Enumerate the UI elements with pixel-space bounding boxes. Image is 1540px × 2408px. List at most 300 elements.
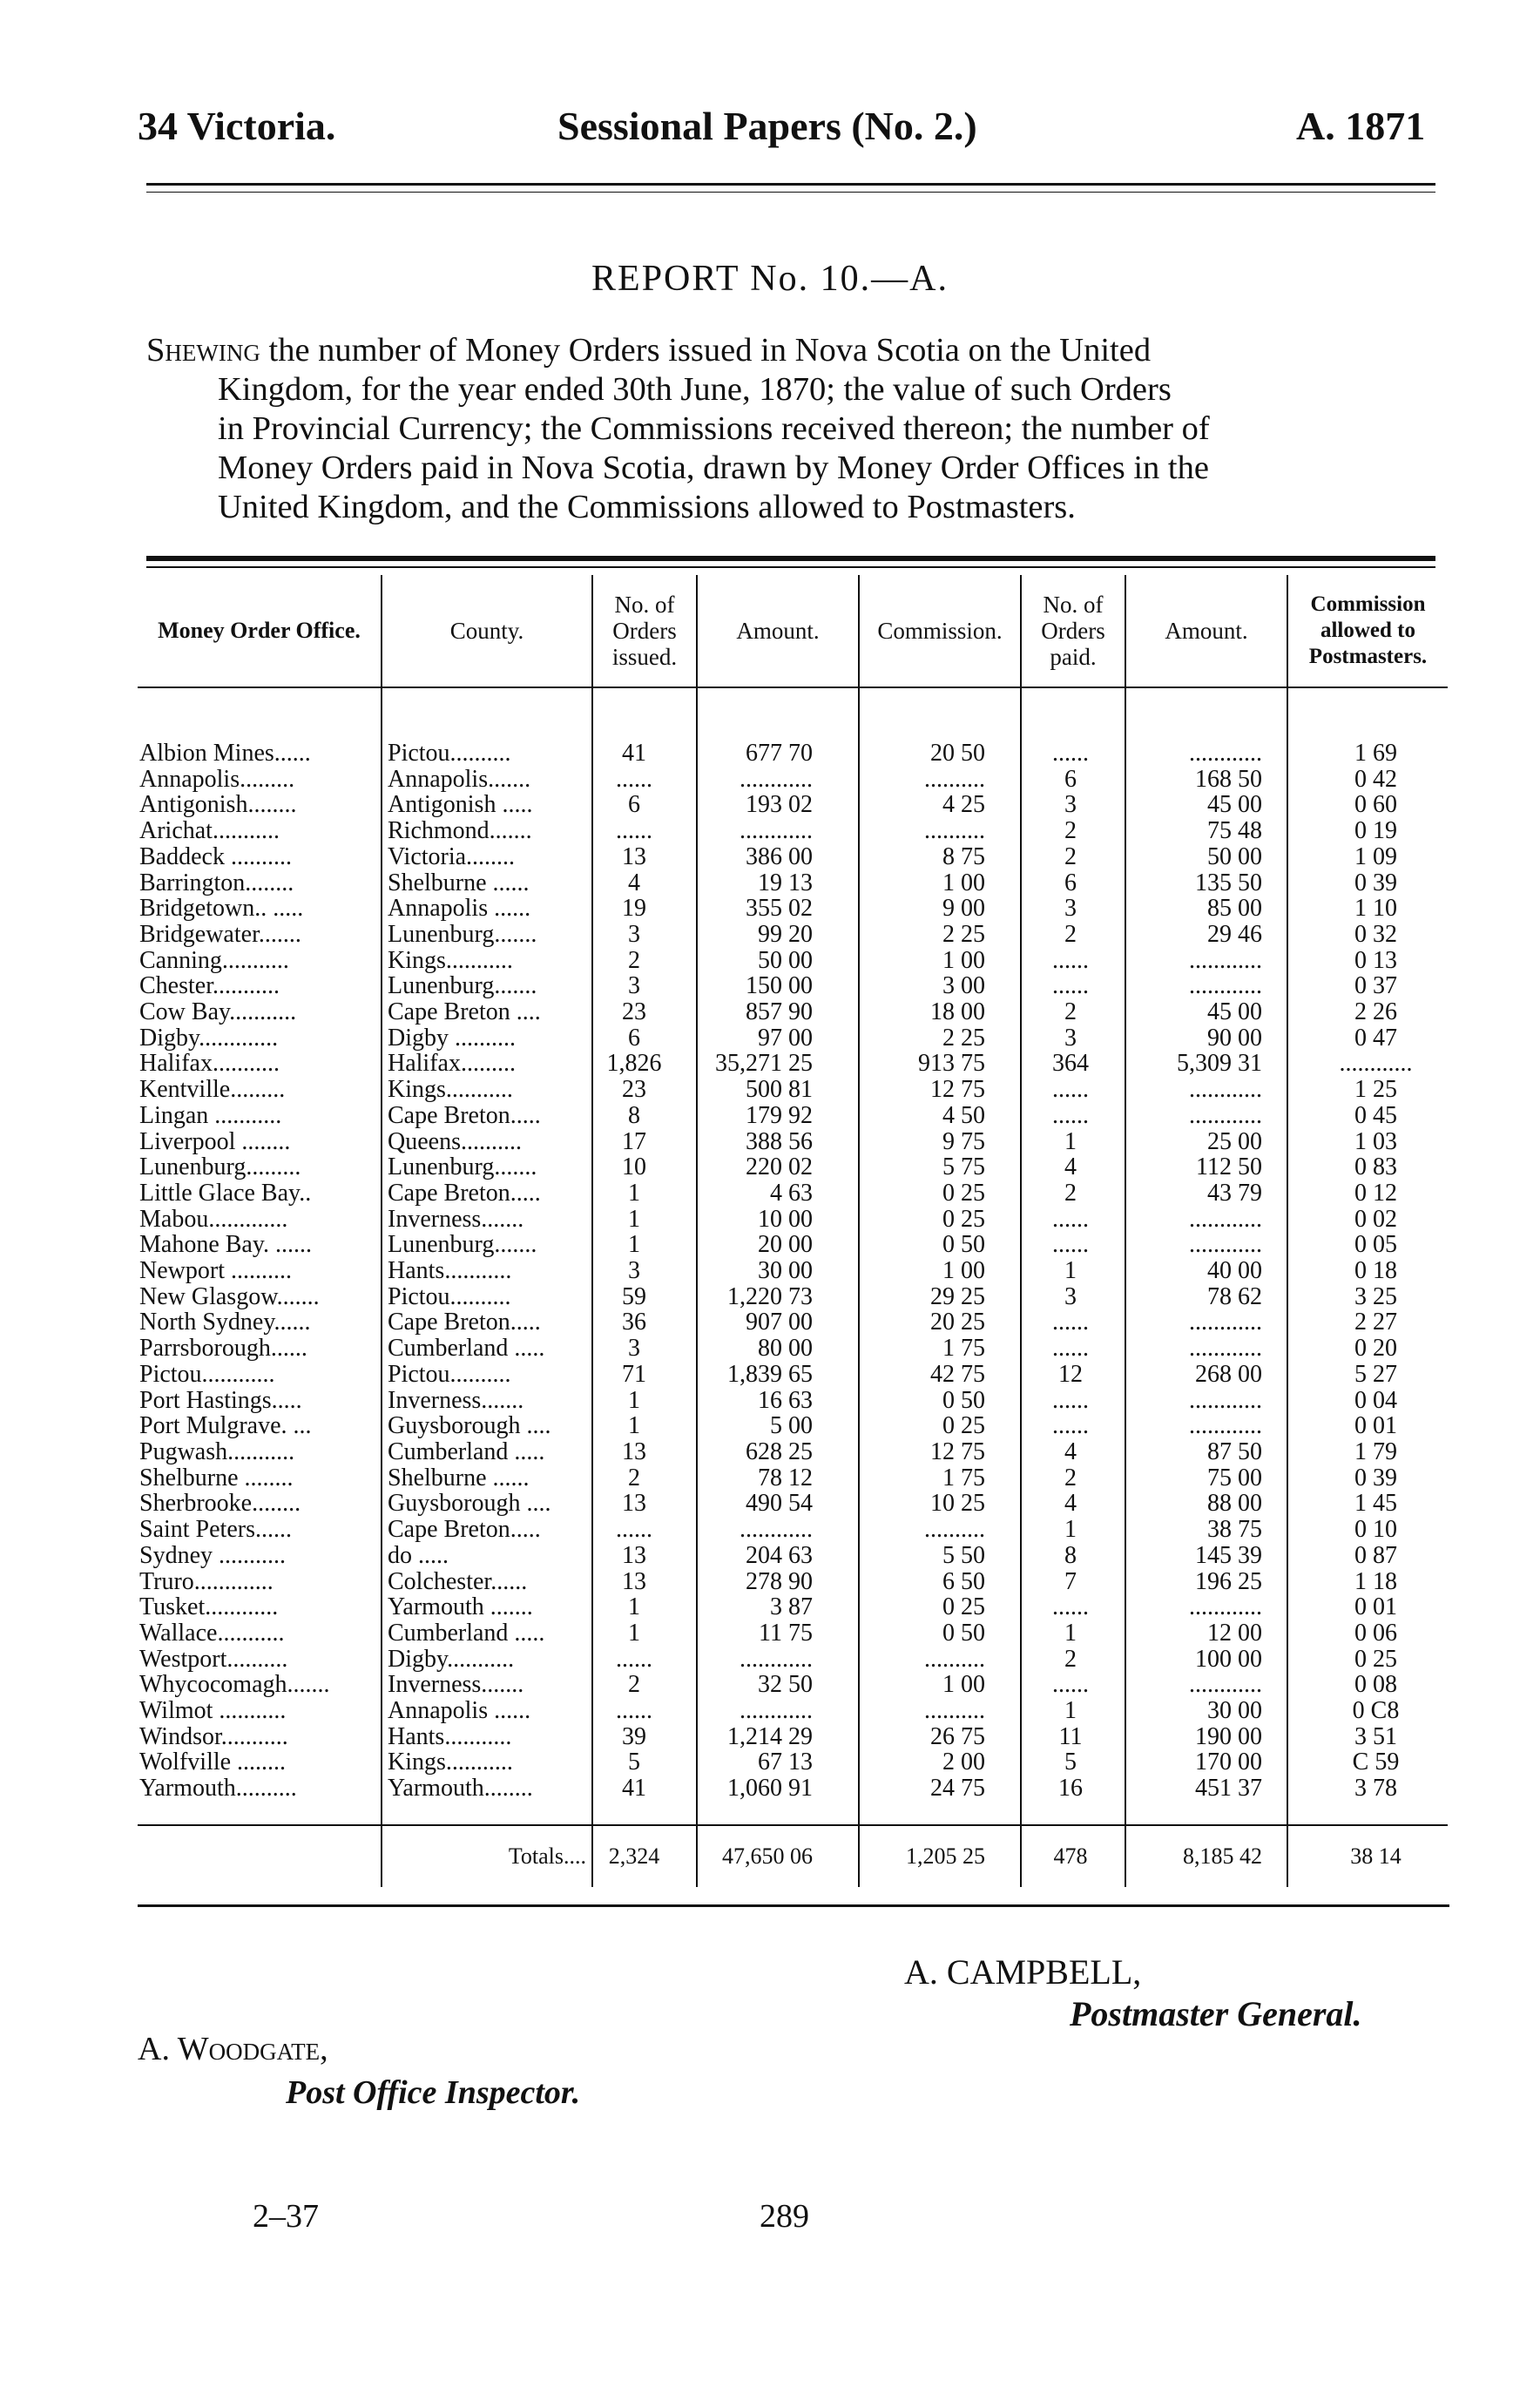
orders-paid-cell: 5 bbox=[1021, 1749, 1125, 1776]
amount-issued-cell: 490 54 bbox=[697, 1491, 859, 1517]
header-year: A. 1871 bbox=[1296, 104, 1426, 148]
orders-paid-cell: ...... bbox=[1021, 687, 1125, 767]
commission-allowed-cell: 1 25 bbox=[1287, 1077, 1448, 1103]
table-row bbox=[138, 1465, 1448, 1491]
table-row bbox=[138, 1284, 1448, 1310]
commission-allowed-cell: 0 60 bbox=[1287, 792, 1448, 818]
amount-issued-cell: 500 81 bbox=[697, 1077, 859, 1103]
totals-label: Totals.... bbox=[382, 1825, 592, 1887]
commission-allowed-cell: 1 79 bbox=[1287, 1439, 1448, 1465]
table-row bbox=[138, 687, 1448, 767]
amount-issued-cell: 11 75 bbox=[697, 1620, 859, 1647]
amount-paid-cell: ............ bbox=[1125, 1388, 1287, 1414]
county-cell: Lunenburg....... bbox=[382, 1232, 592, 1258]
amount-paid-cell: 112 50 bbox=[1125, 1154, 1287, 1180]
orders-paid-cell: ...... bbox=[1021, 1336, 1125, 1362]
office-cell: Albion Mines...... bbox=[139, 740, 311, 767]
table-row bbox=[138, 1569, 1448, 1595]
totals-commission-allowed: 38 14 bbox=[1287, 1825, 1448, 1887]
orders-paid-cell: 1 bbox=[1021, 1258, 1125, 1284]
amount-paid-cell: ............ bbox=[1125, 1594, 1287, 1620]
office-cell: Barrington........ bbox=[139, 869, 294, 896]
county-cell: Hants........... bbox=[382, 1724, 592, 1750]
orders-issued-cell: 6 bbox=[592, 1025, 697, 1052]
table-row bbox=[138, 1776, 1448, 1802]
amount-issued-cell: 78 12 bbox=[697, 1465, 859, 1491]
orders-paid-cell: 3 bbox=[1021, 1025, 1125, 1052]
orders-issued-cell: ...... bbox=[592, 767, 697, 793]
table-row bbox=[138, 948, 1448, 974]
amount-paid-cell: ............ bbox=[1125, 687, 1287, 767]
commission-cell: 1 75 bbox=[859, 1336, 1021, 1362]
orders-issued-cell: 4 bbox=[592, 870, 697, 896]
commission-allowed-cell: 0 02 bbox=[1287, 1207, 1448, 1233]
table-row bbox=[138, 1025, 1448, 1052]
commission-allowed-cell: ............ bbox=[1287, 1051, 1448, 1077]
office-cell: Port Mulgrave. ... bbox=[139, 1413, 312, 1439]
orders-paid-cell: ...... bbox=[1021, 1672, 1125, 1698]
orders-issued-cell: 41 bbox=[592, 1776, 697, 1802]
amount-issued-cell: 80 00 bbox=[697, 1336, 859, 1362]
orders-issued-cell: ...... bbox=[592, 1647, 697, 1673]
table-row bbox=[138, 1103, 1448, 1129]
commission-cell: .......... bbox=[859, 818, 1021, 844]
table-row bbox=[138, 1207, 1448, 1233]
table-row bbox=[138, 1647, 1448, 1673]
commission-cell: 5 50 bbox=[859, 1543, 1021, 1569]
county-cell: Annapolis ...... bbox=[382, 896, 592, 922]
amount-issued-cell: 677 70 bbox=[697, 687, 859, 767]
table-row bbox=[138, 870, 1448, 896]
office-cell: Wolfville ........ bbox=[139, 1749, 287, 1776]
commission-allowed-cell: 0 01 bbox=[1287, 1413, 1448, 1439]
amount-issued-cell: 5 00 bbox=[697, 1413, 859, 1439]
office-cell: New Glasgow....... bbox=[139, 1283, 320, 1310]
amount-paid-cell: 145 39 bbox=[1125, 1543, 1287, 1569]
orders-paid-cell: 6 bbox=[1021, 870, 1125, 896]
totals-row bbox=[138, 1825, 1448, 1887]
office-cell: Canning........... bbox=[139, 947, 289, 974]
commission-cell: 2 25 bbox=[859, 1025, 1021, 1052]
commission-cell: .......... bbox=[859, 1517, 1021, 1543]
amount-paid-cell: 75 00 bbox=[1125, 1465, 1287, 1491]
commission-cell: 913 75 bbox=[859, 1051, 1021, 1077]
orders-paid-cell: 2 bbox=[1021, 818, 1125, 844]
commission-allowed-cell: 3 51 bbox=[1287, 1724, 1448, 1750]
amount-paid-cell: 78 62 bbox=[1125, 1284, 1287, 1310]
amount-paid-cell: 170 00 bbox=[1125, 1749, 1287, 1776]
orders-paid-cell: ...... bbox=[1021, 1207, 1125, 1233]
orders-paid-cell: 2 bbox=[1021, 1465, 1125, 1491]
county-cell: do ..... bbox=[382, 1543, 592, 1569]
amount-issued-cell: 220 02 bbox=[697, 1154, 859, 1180]
commission-allowed-cell: 0 06 bbox=[1287, 1620, 1448, 1647]
commission-cell: 0 25 bbox=[859, 1413, 1021, 1439]
col-header-commission: Commission. bbox=[859, 575, 1021, 687]
totals-office-cell bbox=[138, 1825, 382, 1887]
commission-cell: 1 00 bbox=[859, 948, 1021, 974]
orders-paid-cell: 3 bbox=[1021, 1284, 1125, 1310]
office-cell: Parrsborough...... bbox=[139, 1336, 307, 1362]
commission-allowed-cell: 2 26 bbox=[1287, 999, 1448, 1025]
orders-issued-cell: 13 bbox=[592, 1439, 697, 1465]
orders-issued-cell: 1 bbox=[592, 1232, 697, 1258]
table-row bbox=[138, 792, 1448, 818]
county-cell: Lunenburg....... bbox=[382, 973, 592, 999]
amount-paid-cell: 29 46 bbox=[1125, 922, 1287, 948]
table-row bbox=[138, 896, 1448, 922]
table-row bbox=[138, 1724, 1448, 1750]
office-cell: Annapolis......... bbox=[139, 766, 295, 793]
commission-cell: .......... bbox=[859, 767, 1021, 793]
commission-cell: 5 75 bbox=[859, 1154, 1021, 1180]
table-row bbox=[138, 1517, 1448, 1543]
county-cell: Lunenburg....... bbox=[382, 922, 592, 948]
footer-sheet-number: 2–37 bbox=[253, 2198, 319, 2235]
table-row bbox=[138, 973, 1448, 999]
amount-issued-cell: 16 63 bbox=[697, 1388, 859, 1414]
orders-paid-cell: 16 bbox=[1021, 1776, 1125, 1802]
commission-allowed-cell: 0 47 bbox=[1287, 1025, 1448, 1052]
amount-paid-cell: 45 00 bbox=[1125, 999, 1287, 1025]
orders-issued-cell: 71 bbox=[592, 1362, 697, 1388]
inspector-name: A. Woodgate, bbox=[138, 2031, 328, 2067]
amount-issued-cell: 388 56 bbox=[697, 1129, 859, 1155]
amount-paid-cell: ............ bbox=[1125, 1413, 1287, 1439]
commission-cell: 20 25 bbox=[859, 1309, 1021, 1336]
orders-paid-cell: 364 bbox=[1021, 1051, 1125, 1077]
county-cell: Cape Breton..... bbox=[382, 1180, 592, 1207]
county-cell: Lunenburg....... bbox=[382, 1154, 592, 1180]
totals-orders-issued: 2,324 bbox=[592, 1825, 697, 1887]
amount-paid-cell: 38 75 bbox=[1125, 1517, 1287, 1543]
orders-paid-cell: 7 bbox=[1021, 1569, 1125, 1595]
county-cell: Antigonish ..... bbox=[382, 792, 592, 818]
county-cell: Cape Breton .... bbox=[382, 999, 592, 1025]
orders-paid-cell: 2 bbox=[1021, 844, 1125, 870]
commission-allowed-cell: 1 45 bbox=[1287, 1491, 1448, 1517]
amount-paid-cell: ............ bbox=[1125, 1672, 1287, 1698]
county-cell: Kings........... bbox=[382, 1749, 592, 1776]
table-row bbox=[138, 1388, 1448, 1414]
county-cell: Annapolis ...... bbox=[382, 1698, 592, 1724]
orders-paid-cell: 4 bbox=[1021, 1491, 1125, 1517]
amount-paid-cell: 5,309 31 bbox=[1125, 1051, 1287, 1077]
amount-paid-cell: 90 00 bbox=[1125, 1025, 1287, 1052]
table-row bbox=[138, 1362, 1448, 1388]
commission-cell: 0 25 bbox=[859, 1207, 1021, 1233]
amount-paid-cell: ............ bbox=[1125, 1232, 1287, 1258]
office-cell: Bridgewater....... bbox=[139, 921, 301, 948]
orders-paid-cell: 1 bbox=[1021, 1620, 1125, 1647]
county-cell: Queens.......... bbox=[382, 1129, 592, 1155]
county-cell: Colchester...... bbox=[382, 1569, 592, 1595]
orders-issued-cell: 3 bbox=[592, 1258, 697, 1284]
orders-issued-cell: 6 bbox=[592, 792, 697, 818]
orders-issued-cell: 39 bbox=[592, 1724, 697, 1750]
orders-paid-cell: 4 bbox=[1021, 1439, 1125, 1465]
header-session: 34 Victoria. bbox=[138, 104, 336, 148]
orders-paid-cell: ...... bbox=[1021, 1413, 1125, 1439]
spacer-cell bbox=[1287, 1802, 1448, 1825]
table-row bbox=[138, 1413, 1448, 1439]
commission-allowed-cell: 1 18 bbox=[1287, 1569, 1448, 1595]
county-cell: Inverness....... bbox=[382, 1672, 592, 1698]
table-row bbox=[138, 1232, 1448, 1258]
orders-issued-cell: 2 bbox=[592, 1465, 697, 1491]
totals-amount-paid: 8,185 42 bbox=[1125, 1825, 1287, 1887]
amount-issued-cell: 857 90 bbox=[697, 999, 859, 1025]
amount-paid-cell: ............ bbox=[1125, 1336, 1287, 1362]
orders-paid-cell: ...... bbox=[1021, 1594, 1125, 1620]
amount-issued-cell: 32 50 bbox=[697, 1672, 859, 1698]
amount-paid-cell: 88 00 bbox=[1125, 1491, 1287, 1517]
commission-allowed-cell: 0 45 bbox=[1287, 1103, 1448, 1129]
orders-paid-cell: 4 bbox=[1021, 1154, 1125, 1180]
office-cell: Whycocomagh....... bbox=[139, 1672, 330, 1699]
table-row bbox=[138, 1077, 1448, 1103]
office-cell: Baddeck .......... bbox=[139, 843, 292, 870]
commission-allowed-cell: 0 39 bbox=[1287, 870, 1448, 896]
commission-allowed-cell: 1 10 bbox=[1287, 896, 1448, 922]
county-cell: Pictou.......... bbox=[382, 687, 592, 767]
table-body bbox=[138, 687, 1448, 1825]
orders-paid-cell: 12 bbox=[1021, 1362, 1125, 1388]
orders-paid-cell: 2 bbox=[1021, 1647, 1125, 1673]
spacer-cell bbox=[1021, 1802, 1125, 1825]
commission-allowed-cell: 3 25 bbox=[1287, 1284, 1448, 1310]
totals-amount-issued: 47,650 06 bbox=[697, 1825, 859, 1887]
commission-cell: 24 75 bbox=[859, 1776, 1021, 1802]
amount-paid-cell: ............ bbox=[1125, 1309, 1287, 1336]
commission-cell: 12 75 bbox=[859, 1439, 1021, 1465]
table-bottom-rule bbox=[138, 1904, 1449, 1907]
amount-paid-cell: 75 48 bbox=[1125, 818, 1287, 844]
commission-cell: 6 50 bbox=[859, 1569, 1021, 1595]
amount-paid-cell: 87 50 bbox=[1125, 1439, 1287, 1465]
county-cell: Digby .......... bbox=[382, 1025, 592, 1052]
orders-issued-cell: 1,826 bbox=[592, 1051, 697, 1077]
commission-cell: .......... bbox=[859, 1647, 1021, 1673]
col-header-office: Money Order Office. bbox=[138, 575, 382, 687]
orders-paid-cell: 3 bbox=[1021, 896, 1125, 922]
table-row bbox=[138, 1491, 1448, 1517]
col-header-county: County. bbox=[382, 575, 592, 687]
table-row bbox=[138, 767, 1448, 793]
amount-issued-cell: 20 00 bbox=[697, 1232, 859, 1258]
commission-allowed-cell: 1 69 bbox=[1287, 687, 1448, 767]
orders-paid-cell: 2 bbox=[1021, 999, 1125, 1025]
intro-line-4: Money Orders paid in Nova Scotia, drawn by Money Order Offices in the bbox=[218, 450, 1209, 486]
amount-paid-cell: 190 00 bbox=[1125, 1724, 1287, 1750]
table-row bbox=[138, 1129, 1448, 1155]
commission-cell: 9 00 bbox=[859, 896, 1021, 922]
orders-issued-cell: 1 bbox=[592, 1413, 697, 1439]
header-sessional-papers: Sessional Papers (No. 2.) bbox=[557, 104, 977, 148]
office-cell: Windsor........... bbox=[139, 1723, 288, 1750]
orders-issued-cell: 3 bbox=[592, 1336, 697, 1362]
col-header-amount-paid: Amount. bbox=[1125, 575, 1287, 687]
amount-issued-cell: 1,839 65 bbox=[697, 1362, 859, 1388]
county-cell: Richmond....... bbox=[382, 818, 592, 844]
table-rule-thin bbox=[146, 566, 1435, 568]
commission-allowed-cell: 0 05 bbox=[1287, 1232, 1448, 1258]
amount-paid-cell: ............ bbox=[1125, 1103, 1287, 1129]
amount-issued-cell: 355 02 bbox=[697, 896, 859, 922]
office-cell: Arichat........... bbox=[139, 818, 280, 844]
commission-cell: 1 00 bbox=[859, 1258, 1021, 1284]
county-cell: Cumberland ..... bbox=[382, 1620, 592, 1647]
county-cell: Cape Breton..... bbox=[382, 1517, 592, 1543]
commission-cell: 42 75 bbox=[859, 1362, 1021, 1388]
postmaster-general-title: Postmaster General. bbox=[1070, 1994, 1362, 2033]
amount-issued-cell: 3 87 bbox=[697, 1594, 859, 1620]
commission-allowed-cell: 0 12 bbox=[1287, 1180, 1448, 1207]
commission-cell: 0 25 bbox=[859, 1180, 1021, 1207]
orders-issued-cell: 8 bbox=[592, 1103, 697, 1129]
intro-line-2: Kingdom, for the year ended 30th June, 1870; the value of such Orders bbox=[218, 371, 1172, 408]
county-cell: Cumberland ..... bbox=[382, 1336, 592, 1362]
spacer-cell bbox=[1125, 1802, 1287, 1825]
commission-allowed-cell: 1 09 bbox=[1287, 844, 1448, 870]
spacer-cell bbox=[697, 1802, 859, 1825]
amount-issued-cell: 150 00 bbox=[697, 973, 859, 999]
orders-paid-cell: ...... bbox=[1021, 1388, 1125, 1414]
orders-issued-cell: 36 bbox=[592, 1309, 697, 1336]
orders-issued-cell: 1 bbox=[592, 1620, 697, 1647]
intro-line-5: United Kingdom, and the Commissions allowed to Postmasters. bbox=[218, 489, 1076, 525]
commission-cell: 10 25 bbox=[859, 1491, 1021, 1517]
office-cell: Lunenburg......... bbox=[139, 1154, 301, 1180]
office-cell: Antigonish........ bbox=[139, 792, 297, 819]
county-cell: Halifax......... bbox=[382, 1051, 592, 1077]
county-cell: Kings........... bbox=[382, 948, 592, 974]
county-cell: Guysborough .... bbox=[382, 1491, 592, 1517]
commission-cell: 1 00 bbox=[859, 1672, 1021, 1698]
commission-allowed-cell: 0 37 bbox=[1287, 973, 1448, 999]
commission-cell: 2 00 bbox=[859, 1749, 1021, 1776]
amount-issued-cell: 50 00 bbox=[697, 948, 859, 974]
orders-issued-cell: ...... bbox=[592, 1517, 697, 1543]
table-row bbox=[138, 1258, 1448, 1284]
table-row bbox=[138, 1051, 1448, 1077]
postmaster-general-name: A. CAMPBELL, bbox=[904, 1952, 1142, 1992]
orders-issued-cell: 13 bbox=[592, 1543, 697, 1569]
commission-allowed-cell: 0 32 bbox=[1287, 922, 1448, 948]
office-cell: Newport .......... bbox=[139, 1258, 292, 1284]
table-row bbox=[138, 1154, 1448, 1180]
amount-paid-cell: 50 00 bbox=[1125, 844, 1287, 870]
commission-cell: 4 50 bbox=[859, 1103, 1021, 1129]
table-row bbox=[138, 1439, 1448, 1465]
office-cell: Westport.......... bbox=[139, 1646, 288, 1673]
table-row bbox=[138, 1309, 1448, 1336]
amount-issued-cell: ............ bbox=[697, 1698, 859, 1724]
orders-issued-cell: 1 bbox=[592, 1594, 697, 1620]
table-row bbox=[138, 1749, 1448, 1776]
amount-issued-cell: 10 00 bbox=[697, 1207, 859, 1233]
amount-paid-cell: 25 00 bbox=[1125, 1129, 1287, 1155]
amount-issued-cell: ............ bbox=[697, 767, 859, 793]
table-row bbox=[138, 922, 1448, 948]
commission-allowed-cell: 0 39 bbox=[1287, 1465, 1448, 1491]
office-cell: Saint Peters...... bbox=[139, 1517, 292, 1543]
table-spacer-row bbox=[138, 1802, 1448, 1825]
orders-issued-cell: 5 bbox=[592, 1749, 697, 1776]
amount-issued-cell: 1,220 73 bbox=[697, 1284, 859, 1310]
orders-issued-cell: 59 bbox=[592, 1284, 697, 1310]
table-row bbox=[138, 1594, 1448, 1620]
commission-allowed-cell: 0 C8 bbox=[1287, 1698, 1448, 1724]
totals-orders-paid: 478 bbox=[1021, 1825, 1125, 1887]
amount-issued-cell: ............ bbox=[697, 1647, 859, 1673]
orders-paid-cell: 8 bbox=[1021, 1543, 1125, 1569]
orders-issued-cell: 1 bbox=[592, 1180, 697, 1207]
amount-paid-cell: 168 50 bbox=[1125, 767, 1287, 793]
orders-issued-cell: 23 bbox=[592, 999, 697, 1025]
amount-issued-cell: 19 13 bbox=[697, 870, 859, 896]
commission-allowed-cell: 0 25 bbox=[1287, 1647, 1448, 1673]
commission-cell: 1 75 bbox=[859, 1465, 1021, 1491]
money-order-table bbox=[138, 575, 1448, 1887]
office-cell: Mahone Bay. ...... bbox=[139, 1232, 313, 1259]
intro-line-1: the number of Money Orders issued in Nova Scotia on the United bbox=[260, 332, 1152, 369]
office-cell: Pugwash........... bbox=[139, 1438, 295, 1465]
totals-commission: 1,205 25 bbox=[859, 1825, 1021, 1887]
amount-issued-cell: ............ bbox=[697, 1517, 859, 1543]
county-cell: Yarmouth ....... bbox=[382, 1594, 592, 1620]
amount-issued-cell: ............ bbox=[697, 818, 859, 844]
commission-cell: 1 00 bbox=[859, 870, 1021, 896]
amount-paid-cell: 268 00 bbox=[1125, 1362, 1287, 1388]
orders-paid-cell: 2 bbox=[1021, 1180, 1125, 1207]
amount-issued-cell: 179 92 bbox=[697, 1103, 859, 1129]
orders-paid-cell: 6 bbox=[1021, 767, 1125, 793]
commission-allowed-cell: 3 78 bbox=[1287, 1776, 1448, 1802]
amount-paid-cell: 100 00 bbox=[1125, 1647, 1287, 1673]
amount-paid-cell: 45 00 bbox=[1125, 792, 1287, 818]
orders-paid-cell: 1 bbox=[1021, 1698, 1125, 1724]
col-header-commission-allowed: Commission allowed to Postmasters. bbox=[1287, 575, 1448, 687]
commission-allowed-cell: 0 08 bbox=[1287, 1672, 1448, 1698]
commission-allowed-cell: 0 01 bbox=[1287, 1594, 1448, 1620]
footer-page-number: 289 bbox=[760, 2198, 809, 2235]
intro-line-3: in Provincial Currency; the Commissions received thereon; the number of bbox=[218, 410, 1210, 447]
office-cell: Shelburne ........ bbox=[139, 1464, 294, 1491]
orders-paid-cell: ...... bbox=[1021, 1232, 1125, 1258]
orders-paid-cell: ...... bbox=[1021, 1077, 1125, 1103]
col-header-amount-issued: Amount. bbox=[697, 575, 859, 687]
commission-cell: 12 75 bbox=[859, 1077, 1021, 1103]
county-cell: Yarmouth........ bbox=[382, 1776, 592, 1802]
table-row bbox=[138, 1672, 1448, 1698]
commission-cell: 29 25 bbox=[859, 1284, 1021, 1310]
county-cell: Digby........... bbox=[382, 1647, 592, 1673]
amount-paid-cell: 43 79 bbox=[1125, 1180, 1287, 1207]
county-cell: Hants........... bbox=[382, 1258, 592, 1284]
office-cell: Truro............. bbox=[139, 1568, 274, 1595]
office-cell: Chester........... bbox=[139, 973, 280, 1000]
orders-paid-cell: 1 bbox=[1021, 1517, 1125, 1543]
orders-issued-cell: 2 bbox=[592, 1672, 697, 1698]
inspector-title: Post Office Inspector. bbox=[286, 2074, 581, 2111]
county-cell: Victoria........ bbox=[382, 844, 592, 870]
header-rule-top bbox=[146, 183, 1435, 186]
office-cell: Little Glace Bay.. bbox=[139, 1180, 312, 1207]
county-cell: Kings........... bbox=[382, 1077, 592, 1103]
amount-paid-cell: ............ bbox=[1125, 1207, 1287, 1233]
office-cell: Yarmouth.......... bbox=[139, 1776, 297, 1802]
